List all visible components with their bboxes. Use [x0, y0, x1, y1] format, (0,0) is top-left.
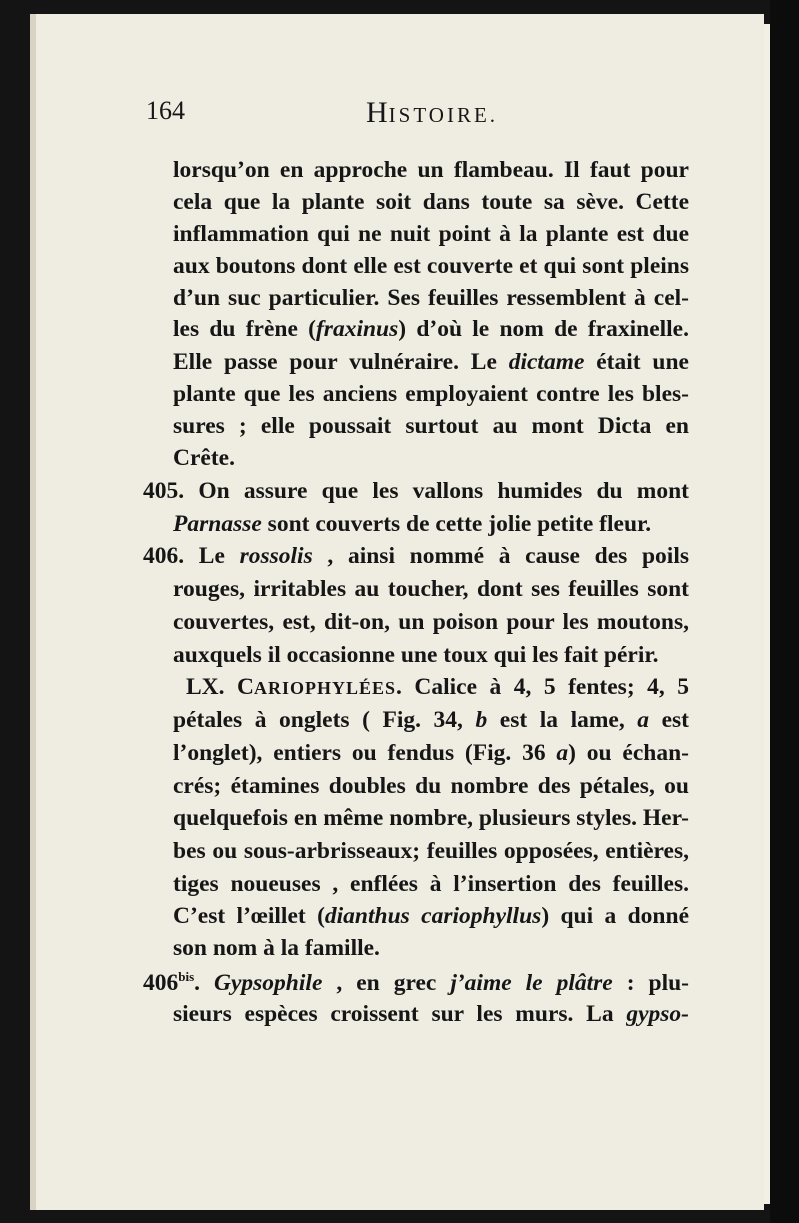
text-span: ) qui a donné	[541, 903, 690, 929]
text-span: sieurs espèces croissent sur les murs. La	[173, 1001, 627, 1027]
text-line	[173, 709, 689, 733]
numbered-paragraph-405: 405. On assure que les vallons humides du mont	[143, 478, 689, 504]
text-span: est la lame,	[487, 707, 638, 733]
text-span: l’onglet), entiers ou fendus (Fig. 36	[173, 740, 557, 766]
text-line	[173, 1003, 689, 1027]
text-line: plante que les anciens employaient contre les bles-	[173, 381, 689, 407]
text-line: quelquefois en même nombre, plusieurs styles. Her-	[173, 805, 689, 831]
text-line: sures ; elle poussait surtout au mont Dicta en	[173, 413, 689, 439]
family-heading-line	[186, 676, 689, 700]
running-head-rest: ISTOIRE.	[388, 103, 499, 127]
text-line: inflammation qui ne nuit point à la plante est due	[173, 221, 689, 247]
numbered-paragraph-406	[143, 545, 689, 569]
plant-name: rossolis	[239, 543, 313, 569]
numbered-paragraph-406bis	[143, 970, 689, 996]
figure-letter: b	[475, 707, 488, 733]
text-span: est	[649, 707, 690, 733]
text-span: sont couverts de cette jolie petite fleur.	[261, 511, 652, 537]
text-span: était une	[584, 349, 689, 375]
text-line: couvertes, est, dit-on, un poison pour les moutons,	[173, 609, 689, 635]
text-line	[173, 742, 689, 766]
family-number: LX.	[186, 674, 238, 700]
figure-letter: a	[556, 740, 569, 766]
plant-name: Gypsophile	[214, 970, 323, 996]
text-span: pétales à onglets ( Fig. 34,	[173, 707, 476, 733]
text-line	[173, 318, 689, 342]
place-name: Parnasse	[173, 511, 262, 537]
figure-letter: a	[637, 707, 650, 733]
text-span: ) ou échan-	[568, 740, 689, 766]
plant-name: dictame	[508, 349, 585, 375]
text-line: tiges noueuses , enflées à l’insertion des feuilles.	[173, 871, 689, 897]
latin-name: fraxinus	[315, 316, 399, 342]
running-head	[366, 98, 498, 128]
text-span: , ainsi nommé à cause des poils	[312, 543, 690, 569]
text-span: ) d’où le nom de fraxinelle.	[398, 316, 689, 342]
page-number: 164	[146, 96, 185, 125]
running-head-initial: H	[366, 96, 389, 129]
text-line: rouges, irritables au toucher, dont ses feuilles sont	[173, 576, 689, 602]
family-name-initial: C	[237, 674, 254, 700]
family-name-rest: ARIOPHYLÉES	[254, 678, 397, 698]
text-line: lorsqu’on en approche un flambeau. Il faut pour	[173, 157, 689, 183]
book-binding-shadow	[770, 0, 799, 1223]
text-line: crés; étamines doubles du nombre des pétales, ou	[173, 773, 689, 799]
greek-translation: j’aime le plâtre	[450, 970, 613, 996]
text-span: Elle passe pour vulnéraire. Le	[173, 349, 509, 375]
text-line	[173, 513, 689, 537]
paragraph-number: 406	[143, 970, 179, 996]
text-span: 406. Le	[143, 543, 240, 569]
next-page-edge	[764, 24, 770, 1204]
text-line: cela que la plante soit dans toute sa sève. Cette	[173, 189, 689, 215]
latin-name: dianthus cariophyllus	[324, 903, 542, 929]
text-span: . Calice à 4, 5 fentes; 4, 5	[396, 674, 689, 700]
text-span: C’est l’œillet (	[173, 903, 325, 929]
text-span: .	[194, 970, 215, 996]
text-line	[173, 905, 689, 929]
text-span: les du frène (	[173, 316, 316, 342]
bis-superscript: bis	[178, 969, 195, 984]
text-line: aux boutons dont elle est couverte et qui sont pleins	[173, 253, 689, 279]
text-line	[173, 351, 689, 375]
text-line: bes ou sous-arbrisseaux; feuilles opposées, entières,	[173, 838, 689, 864]
text-line: son nom à la famille.	[173, 935, 380, 961]
text-span: , en grec	[322, 970, 451, 996]
text-line: auxquels il occasionne une toux qui les fait périr.	[173, 642, 659, 668]
text-span: : plu-	[612, 970, 690, 996]
text-line: d’un suc particulier. Ses feuilles ressemblent à cel-	[173, 285, 689, 311]
plant-name: gypso-	[626, 1001, 689, 1027]
text-line: Crête.	[173, 445, 235, 471]
